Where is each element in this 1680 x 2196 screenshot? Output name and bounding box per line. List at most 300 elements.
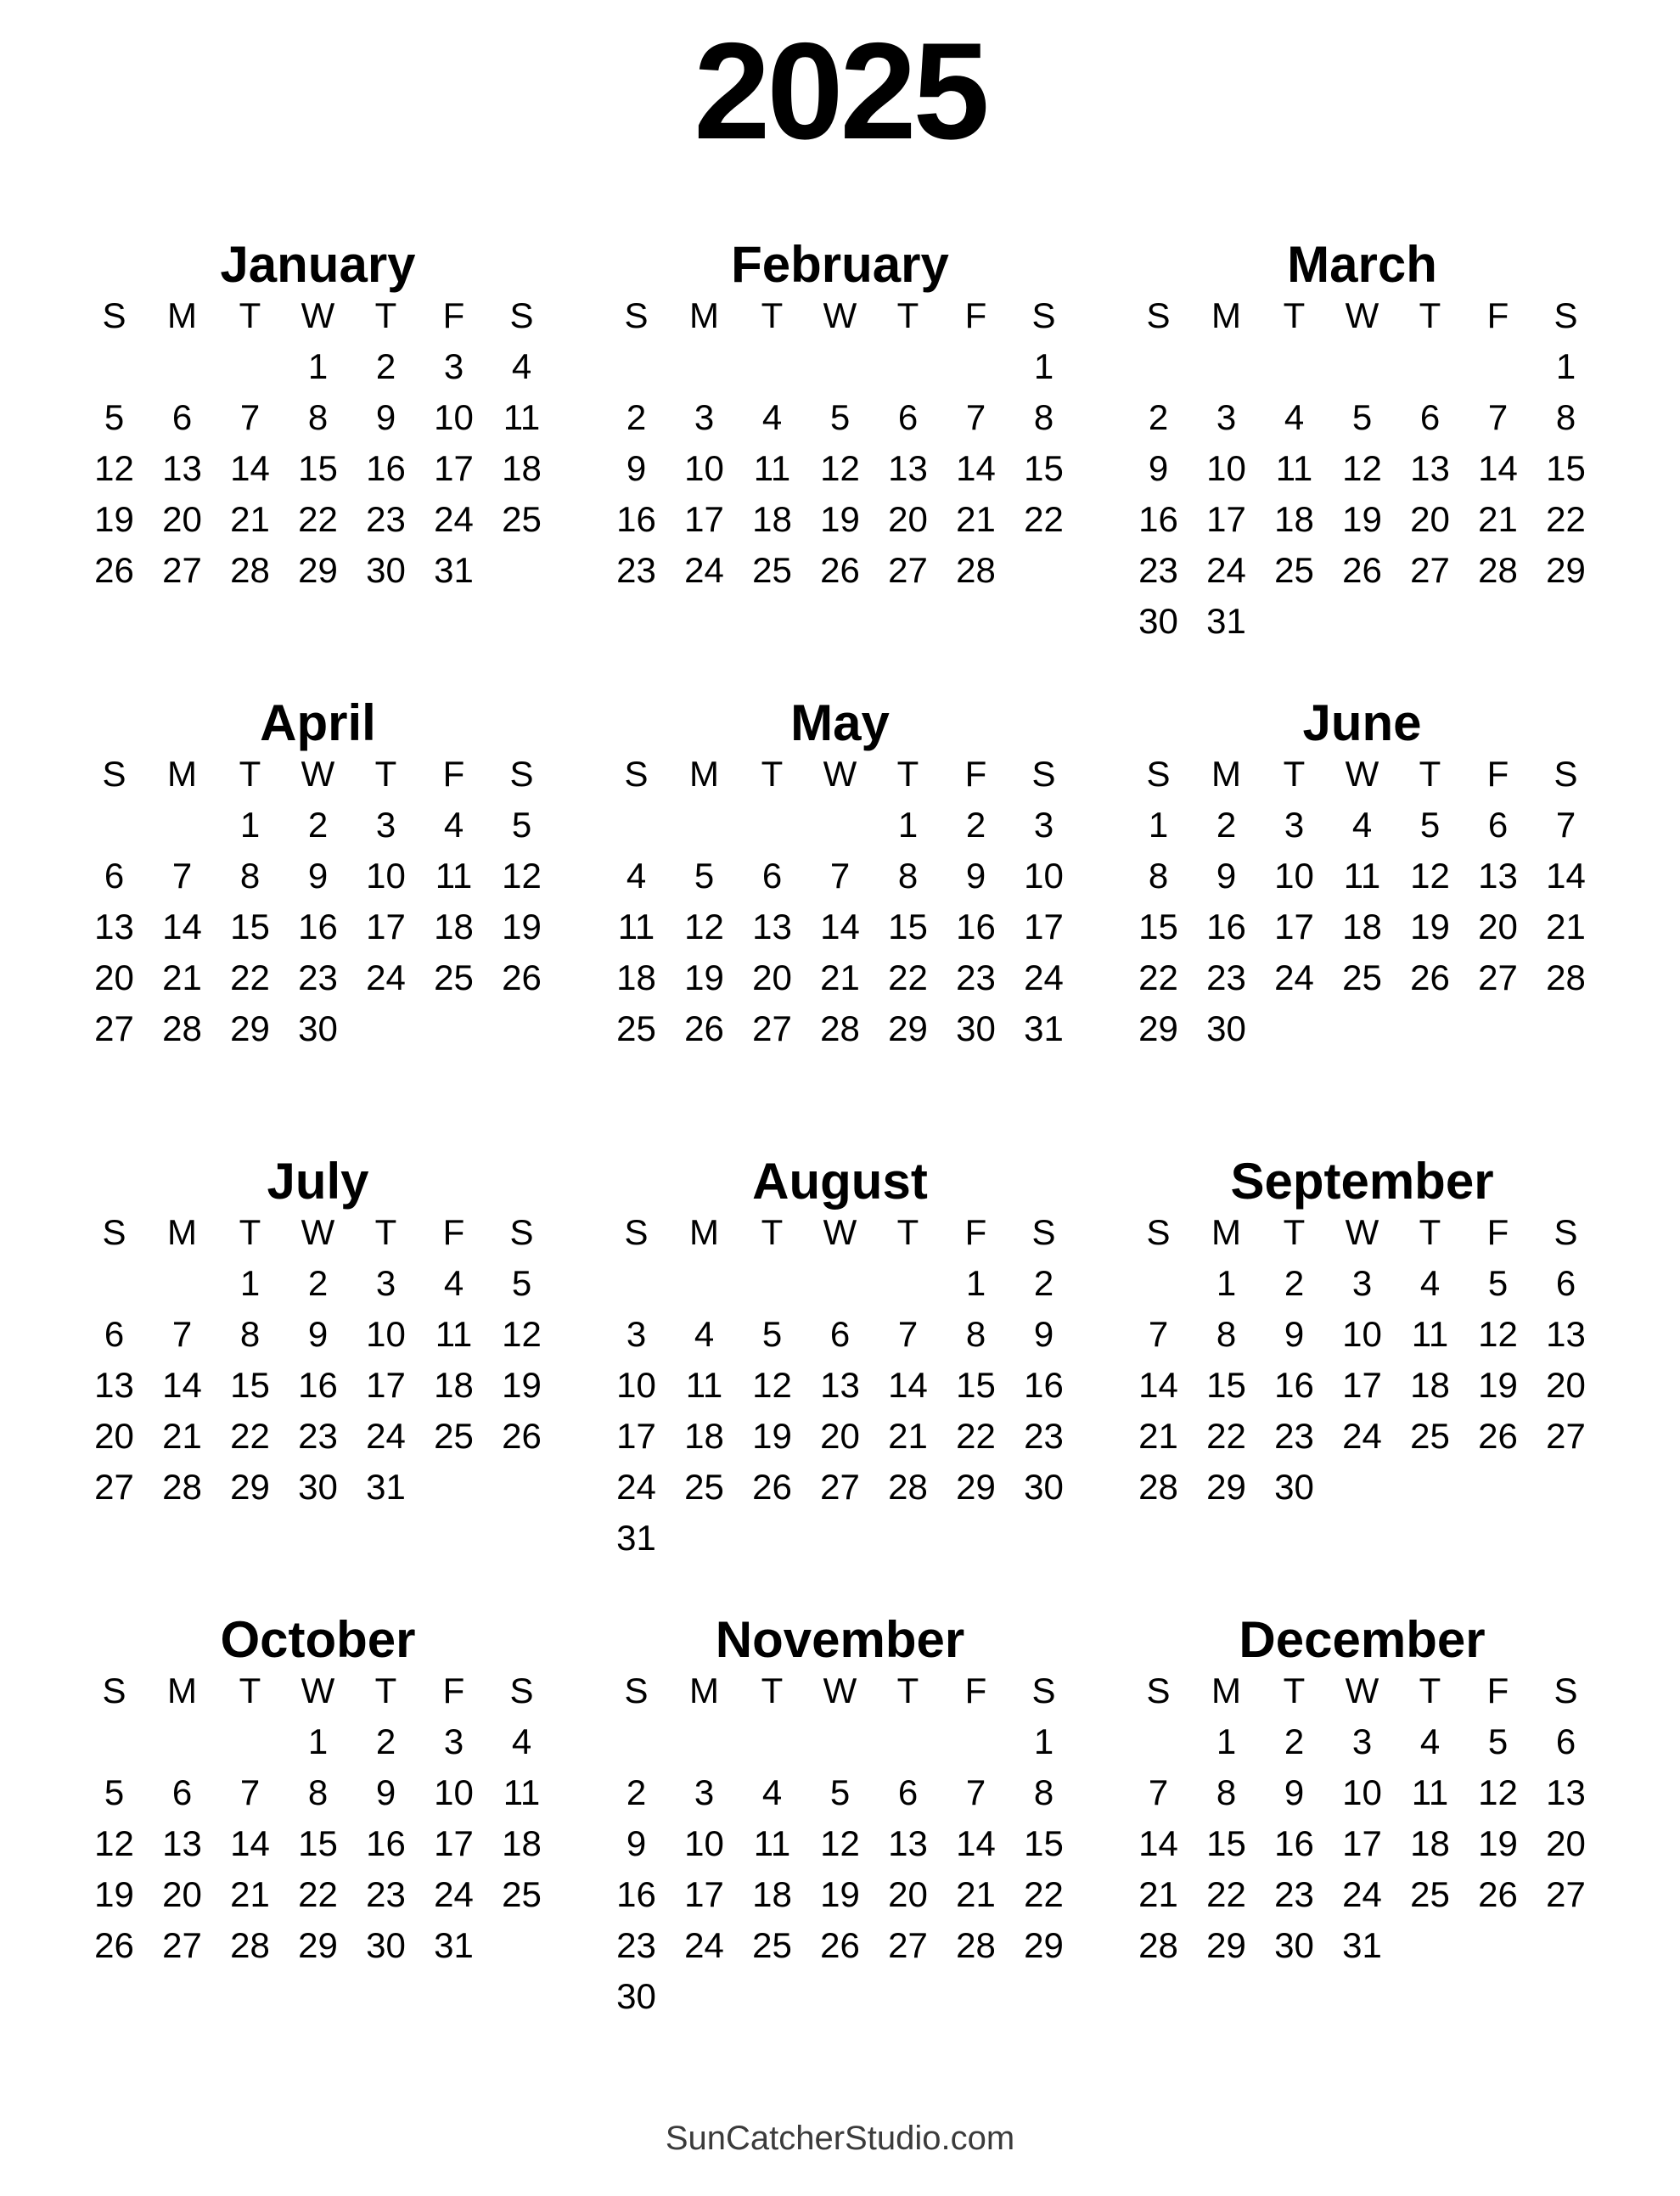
date-cell: 10 — [434, 1772, 474, 1812]
date-cell: 3 — [626, 1314, 647, 1354]
week-row — [603, 1971, 1078, 2022]
day-header: S — [1031, 754, 1056, 794]
empty-cell — [806, 341, 874, 392]
date-cell: 29 — [298, 1925, 338, 1965]
empty-cell — [1464, 596, 1532, 647]
month-title: July — [267, 1153, 369, 1210]
date-cell: 13 — [94, 1365, 134, 1405]
date-cell: 21 — [230, 1874, 270, 1914]
week-row — [603, 851, 1078, 901]
day-header: M — [689, 295, 719, 335]
date-cell: 30 — [1138, 601, 1178, 641]
empty-cell — [488, 545, 556, 596]
date-cell: 19 — [752, 1416, 792, 1456]
day-header: W — [301, 1671, 335, 1710]
date-cell: 15 — [230, 907, 270, 946]
week-row — [1125, 851, 1600, 901]
date-cell: 12 — [94, 448, 134, 488]
empty-cell — [739, 800, 806, 851]
date-cell: 23 — [1274, 1416, 1314, 1456]
date-cell: 12 — [820, 1823, 860, 1863]
empty-cell — [806, 1513, 874, 1564]
empty-cell — [874, 1971, 942, 2022]
month-march — [1125, 236, 1600, 698]
date-cell: 7 — [965, 1772, 986, 1812]
date-cell: 16 — [1138, 499, 1178, 539]
date-cell: 11 — [1343, 856, 1381, 896]
day-header: S — [624, 754, 649, 794]
empty-cell — [1396, 1462, 1464, 1513]
date-cell: 3 — [443, 1721, 464, 1761]
date-cell: 20 — [1478, 907, 1518, 946]
day-header: S — [1031, 1671, 1056, 1710]
year-title: 2025 — [694, 14, 986, 168]
date-cell: 23 — [298, 958, 338, 997]
date-cell: 22 — [1546, 499, 1586, 539]
day-header-row — [81, 290, 556, 341]
date-cell: 28 — [230, 550, 270, 590]
date-cell: 23 — [956, 958, 996, 997]
date-cell: 3 — [375, 805, 396, 845]
date-cell: 19 — [1478, 1365, 1518, 1405]
date-cell: 28 — [956, 550, 996, 590]
date-cell: 4 — [511, 1721, 532, 1761]
date-cell: 21 — [1546, 907, 1586, 946]
day-header: F — [442, 754, 465, 794]
month-title: January — [220, 236, 416, 293]
month-may — [603, 694, 1078, 1156]
week-row — [603, 800, 1078, 851]
week-row — [1125, 1411, 1600, 1462]
date-cell: 5 — [761, 1314, 783, 1354]
date-cell: 7 — [171, 1314, 193, 1354]
empty-cell — [874, 1716, 942, 1767]
month-october — [81, 1611, 556, 2073]
date-cell: 18 — [1410, 1365, 1450, 1405]
date-cell: 4 — [511, 346, 532, 386]
empty-cell — [603, 341, 671, 392]
footer — [0, 2121, 1680, 2155]
date-cell: 31 — [1342, 1925, 1382, 1965]
day-header: W — [1345, 295, 1379, 335]
date-cell: 13 — [1410, 448, 1450, 488]
date-cell: 28 — [820, 1008, 860, 1048]
date-cell: 19 — [1342, 499, 1382, 539]
date-cell: 8 — [239, 856, 261, 896]
empty-cell — [739, 1971, 806, 2022]
day-header: T — [239, 1212, 261, 1252]
empty-cell — [1193, 341, 1261, 392]
date-cell: 5 — [511, 805, 532, 845]
date-cell: 28 — [888, 1467, 928, 1507]
date-cell: 17 — [434, 448, 474, 488]
empty-cell — [1261, 1003, 1329, 1054]
date-cell: 23 — [366, 499, 406, 539]
date-cell: 5 — [1419, 805, 1441, 845]
month-august — [603, 1153, 1078, 1615]
date-cell: 18 — [684, 1416, 724, 1456]
empty-cell — [1261, 596, 1329, 647]
day-header: W — [823, 295, 857, 335]
date-cell: 27 — [1410, 550, 1450, 590]
date-cell: 3 — [694, 397, 715, 437]
date-cell: 16 — [1206, 907, 1246, 946]
date-cell: 18 — [616, 958, 656, 997]
date-cell: 14 — [956, 1823, 996, 1863]
week-row — [81, 443, 556, 494]
month-grid — [81, 1665, 556, 1971]
date-cell: 10 — [1342, 1314, 1382, 1354]
date-cell: 23 — [616, 1925, 656, 1965]
date-cell: 1 — [897, 805, 919, 845]
date-cell: 4 — [761, 397, 783, 437]
day-header: W — [1345, 1212, 1379, 1252]
week-row — [1125, 1003, 1600, 1054]
date-cell: 8 — [1555, 397, 1576, 437]
date-cell: 1 — [1148, 805, 1169, 845]
date-cell: 29 — [230, 1008, 270, 1048]
date-cell: 2 — [1033, 1263, 1054, 1303]
empty-cell — [739, 1258, 806, 1309]
week-row — [603, 1869, 1078, 1920]
date-cell: 25 — [752, 550, 792, 590]
date-cell: 18 — [1410, 1823, 1450, 1863]
week-row — [603, 1767, 1078, 1818]
date-cell: 21 — [956, 499, 996, 539]
date-cell: 12 — [502, 856, 542, 896]
date-cell: 21 — [1138, 1874, 1178, 1914]
date-cell: 12 — [94, 1823, 134, 1863]
empty-cell — [420, 1462, 488, 1513]
empty-cell — [81, 341, 149, 392]
date-cell: 29 — [1024, 1925, 1064, 1965]
date-cell: 20 — [752, 958, 792, 997]
date-cell: 7 — [239, 1772, 261, 1812]
date-cell: 2 — [965, 805, 986, 845]
day-header: M — [167, 754, 197, 794]
day-header: M — [167, 1212, 197, 1252]
date-cell: 21 — [1138, 1416, 1178, 1456]
week-row — [81, 1767, 556, 1818]
date-cell: 26 — [820, 1925, 860, 1965]
date-cell: 25 — [684, 1467, 724, 1507]
date-cell: 22 — [230, 1416, 270, 1456]
month-title: September — [1230, 1153, 1494, 1210]
date-cell: 28 — [162, 1008, 202, 1048]
day-header: S — [1146, 295, 1171, 335]
date-cell: 7 — [1148, 1314, 1169, 1354]
day-header: T — [1419, 1212, 1441, 1252]
empty-cell — [1125, 1258, 1193, 1309]
date-cell: 29 — [1546, 550, 1586, 590]
day-header: S — [509, 295, 534, 335]
date-cell: 7 — [897, 1314, 919, 1354]
day-header: F — [1486, 295, 1509, 335]
date-cell: 8 — [1033, 397, 1054, 437]
empty-cell — [488, 1462, 556, 1513]
date-cell: 30 — [1206, 1008, 1246, 1048]
date-cell: 21 — [820, 958, 860, 997]
date-cell: 7 — [239, 397, 261, 437]
empty-cell — [1010, 545, 1078, 596]
date-cell: 2 — [307, 1263, 329, 1303]
date-cell: 15 — [1024, 448, 1064, 488]
date-cell: 6 — [829, 1314, 851, 1354]
date-cell: 23 — [366, 1874, 406, 1914]
date-cell: 25 — [752, 1925, 792, 1965]
day-header: F — [964, 1212, 987, 1252]
date-cell: 15 — [1546, 448, 1586, 488]
date-cell: 27 — [94, 1467, 134, 1507]
date-cell: 26 — [820, 550, 860, 590]
month-grid — [81, 749, 556, 1054]
date-cell: 5 — [1351, 397, 1373, 437]
date-cell: 28 — [1478, 550, 1518, 590]
date-cell: 3 — [1284, 805, 1305, 845]
date-cell: 16 — [616, 499, 656, 539]
day-header: W — [823, 1212, 857, 1252]
date-cell: 14 — [820, 907, 860, 946]
date-cell: 4 — [1419, 1721, 1441, 1761]
week-row — [1125, 341, 1600, 392]
empty-cell — [806, 800, 874, 851]
date-cell: 31 — [434, 550, 474, 590]
empty-cell — [149, 1258, 216, 1309]
date-cell: 16 — [366, 1823, 406, 1863]
day-header: T — [239, 1671, 261, 1710]
week-row — [1125, 1818, 1600, 1869]
week-row — [603, 1462, 1078, 1513]
date-cell: 21 — [230, 499, 270, 539]
date-cell: 2 — [1284, 1263, 1305, 1303]
date-cell: 16 — [1274, 1823, 1314, 1863]
date-cell: 18 — [502, 1823, 542, 1863]
date-cell: 23 — [1024, 1416, 1064, 1456]
date-cell: 11 — [503, 397, 541, 437]
date-cell: 27 — [1546, 1416, 1586, 1456]
date-cell: 11 — [1411, 1772, 1449, 1812]
date-cell: 12 — [684, 907, 724, 946]
week-row — [1125, 1767, 1600, 1818]
date-cell: 10 — [1342, 1772, 1382, 1812]
day-header: S — [1146, 1671, 1171, 1710]
month-title: June — [1302, 694, 1422, 751]
empty-cell — [874, 341, 942, 392]
empty-cell — [806, 1971, 874, 2022]
date-cell: 30 — [616, 1976, 656, 2016]
date-cell: 9 — [1216, 856, 1237, 896]
week-row — [81, 494, 556, 545]
empty-cell — [671, 800, 739, 851]
date-cell: 25 — [434, 1416, 474, 1456]
week-row — [81, 392, 556, 443]
day-header: S — [1554, 1671, 1578, 1710]
date-cell: 16 — [366, 448, 406, 488]
day-header: T — [761, 1671, 784, 1710]
month-grid — [603, 1207, 1078, 1564]
month-december — [1125, 1611, 1600, 2073]
date-cell: 2 — [1148, 397, 1169, 437]
date-cell: 27 — [162, 550, 202, 590]
date-cell: 9 — [965, 856, 986, 896]
month-grid — [1125, 1665, 1600, 1971]
week-row — [81, 851, 556, 901]
date-cell: 29 — [1206, 1467, 1246, 1507]
day-header-row — [1125, 749, 1600, 800]
month-title: October — [220, 1611, 416, 1668]
day-header: T — [896, 1212, 919, 1252]
empty-cell — [1464, 1920, 1532, 1971]
day-header: S — [624, 1212, 649, 1252]
date-cell: 10 — [1274, 856, 1314, 896]
date-cell: 27 — [888, 1925, 928, 1965]
date-cell: 22 — [1138, 958, 1178, 997]
day-header: M — [1211, 1212, 1241, 1252]
date-cell: 8 — [307, 1772, 329, 1812]
date-cell: 6 — [897, 397, 919, 437]
date-cell: 26 — [1478, 1416, 1518, 1456]
week-row — [81, 1411, 556, 1462]
month-title: February — [731, 236, 949, 293]
date-cell: 15 — [298, 448, 338, 488]
date-cell: 20 — [820, 1416, 860, 1456]
date-cell: 20 — [94, 958, 134, 997]
date-cell: 4 — [1351, 805, 1373, 845]
month-september — [1125, 1153, 1600, 1615]
date-cell: 13 — [94, 907, 134, 946]
day-header-row — [81, 1665, 556, 1716]
date-cell: 20 — [1546, 1823, 1586, 1863]
date-cell: 17 — [616, 1416, 656, 1456]
date-cell: 27 — [162, 1925, 202, 1965]
day-header: F — [1486, 1671, 1509, 1710]
date-cell: 24 — [366, 1416, 406, 1456]
date-cell: 7 — [1487, 397, 1509, 437]
empty-cell — [488, 1920, 556, 1971]
date-cell: 15 — [1206, 1365, 1246, 1405]
day-header: F — [964, 1671, 987, 1710]
date-cell: 7 — [171, 856, 193, 896]
day-header: T — [1283, 1671, 1306, 1710]
day-header: M — [1211, 1671, 1241, 1710]
date-cell: 5 — [694, 856, 715, 896]
date-cell: 17 — [1342, 1365, 1382, 1405]
date-cell: 16 — [956, 907, 996, 946]
date-cell: 20 — [888, 499, 928, 539]
date-cell: 24 — [1342, 1416, 1382, 1456]
date-cell: 20 — [888, 1874, 928, 1914]
empty-cell — [1329, 1003, 1396, 1054]
week-row — [603, 1818, 1078, 1869]
date-cell: 15 — [230, 1365, 270, 1405]
day-header: T — [239, 295, 261, 335]
empty-cell — [1464, 1003, 1532, 1054]
date-cell: 25 — [1342, 958, 1382, 997]
day-header: W — [823, 754, 857, 794]
week-row — [1125, 1309, 1600, 1360]
date-cell: 19 — [94, 499, 134, 539]
date-cell: 11 — [685, 1365, 723, 1405]
date-cell: 14 — [230, 1823, 270, 1863]
date-cell: 26 — [94, 1925, 134, 1965]
date-cell: 16 — [298, 907, 338, 946]
date-cell: 15 — [888, 907, 928, 946]
empty-cell — [1396, 596, 1464, 647]
empty-cell — [216, 1716, 284, 1767]
date-cell: 15 — [956, 1365, 996, 1405]
date-cell: 17 — [366, 1365, 406, 1405]
date-cell: 6 — [171, 1772, 193, 1812]
date-cell: 18 — [1274, 499, 1314, 539]
empty-cell — [942, 341, 1010, 392]
date-cell: 5 — [829, 1772, 851, 1812]
week-row — [81, 800, 556, 851]
date-cell: 14 — [1138, 1365, 1178, 1405]
date-cell: 10 — [684, 1823, 724, 1863]
day-header: T — [896, 1671, 919, 1710]
empty-cell — [671, 1971, 739, 2022]
day-header: S — [1146, 754, 1171, 794]
date-cell: 3 — [375, 1263, 396, 1303]
date-cell: 25 — [1410, 1416, 1450, 1456]
date-cell: 24 — [434, 1874, 474, 1914]
date-cell: 1 — [1216, 1263, 1237, 1303]
day-header: S — [102, 295, 126, 335]
date-cell: 18 — [752, 1874, 792, 1914]
date-cell: 8 — [1216, 1314, 1237, 1354]
date-cell: 6 — [1487, 805, 1509, 845]
date-cell: 18 — [502, 448, 542, 488]
month-grid — [603, 749, 1078, 1054]
date-cell: 14 — [162, 907, 202, 946]
date-cell: 17 — [684, 1874, 724, 1914]
day-header: S — [1031, 1212, 1056, 1252]
date-cell: 8 — [307, 397, 329, 437]
date-cell: 22 — [956, 1416, 996, 1456]
date-cell: 2 — [375, 346, 396, 386]
date-cell: 13 — [888, 1823, 928, 1863]
date-cell: 14 — [230, 448, 270, 488]
date-cell: 6 — [1419, 397, 1441, 437]
week-row — [603, 545, 1078, 596]
empty-cell — [81, 800, 149, 851]
date-cell: 6 — [1555, 1263, 1576, 1303]
date-cell: 27 — [820, 1467, 860, 1507]
date-cell: 24 — [1206, 550, 1246, 590]
day-header: T — [761, 295, 784, 335]
week-row — [603, 1258, 1078, 1309]
month-grid — [81, 1207, 556, 1513]
date-cell: 24 — [1274, 958, 1314, 997]
date-cell: 26 — [1342, 550, 1382, 590]
date-cell: 21 — [162, 958, 202, 997]
date-cell: 26 — [1410, 958, 1450, 997]
week-row — [81, 1309, 556, 1360]
date-cell: 1 — [965, 1263, 986, 1303]
date-cell: 13 — [1546, 1772, 1586, 1812]
date-cell: 28 — [162, 1467, 202, 1507]
date-cell: 2 — [375, 1721, 396, 1761]
date-cell: 28 — [1138, 1467, 1178, 1507]
date-cell: 12 — [502, 1314, 542, 1354]
date-cell: 15 — [1024, 1823, 1064, 1863]
week-row — [1125, 1258, 1600, 1309]
date-cell: 22 — [888, 958, 928, 997]
week-row — [603, 1920, 1078, 1971]
empty-cell — [603, 1716, 671, 1767]
week-row — [81, 1003, 556, 1054]
day-header-row — [81, 749, 556, 800]
